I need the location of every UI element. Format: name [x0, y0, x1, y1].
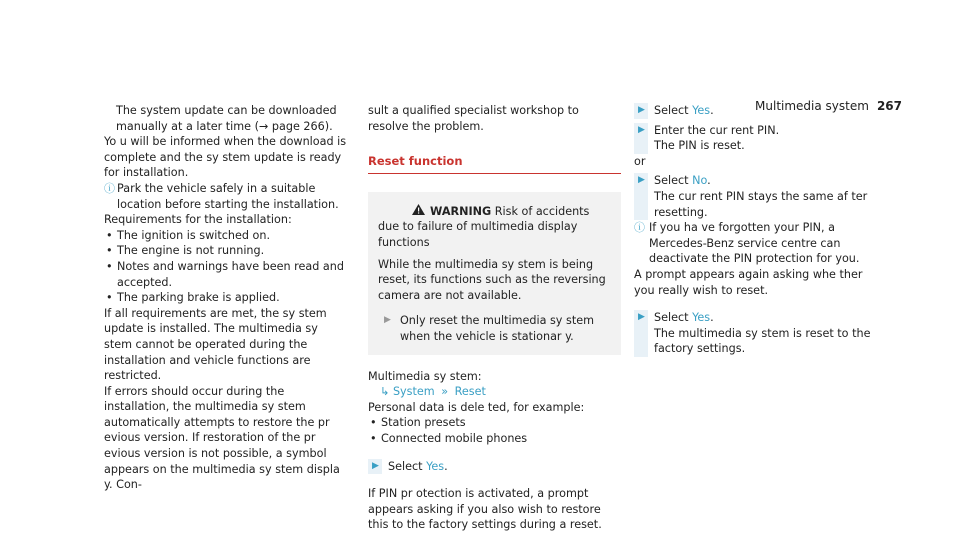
play-arrow-icon: ▶ — [638, 124, 645, 135]
header-section: Multimedia system — [755, 99, 869, 113]
warning-step — [378, 313, 611, 344]
menu-path — [368, 384, 621, 400]
warning-box — [368, 192, 621, 355]
list-item: • The parking brake is applied. — [104, 290, 349, 306]
note-text: Park the vehicle safely in a suitable location before starting the installation. — [117, 181, 339, 211]
warning-title-rest: Risk of accidents due to failure of multimedia display functions — [378, 204, 590, 249]
list-item: • Connected mobile phones — [368, 431, 621, 447]
column-2 — [368, 103, 621, 533]
list-item: • The ignition is switched on. — [104, 228, 349, 244]
paragraph: If all requirements are met, the sy stem update is installed. The multimedia sy stem cannot be operated during the installation and vehicle functions are restricted. — [104, 306, 327, 383]
warning-body: While the multimedia sy stem is being reset, its functions such as the reversing camera are not available. — [378, 257, 606, 302]
or-text: or — [634, 154, 646, 168]
list-item: • Station presets — [368, 415, 621, 431]
option-yes: Yes — [692, 104, 711, 117]
paragraph: Requirements for the installation: — [104, 213, 292, 227]
play-arrow-icon: ▶ — [372, 460, 379, 471]
note — [634, 220, 874, 267]
instruction-step: ▶ Select No. The cur rent PIN stays the same af ter resetting. — [634, 173, 874, 220]
paragraph: Yo u will be informed when the download is complete and the sy stem update is ready for installation. — [104, 135, 347, 180]
instruction-step: ▶ Enter the cur rent PIN. The PIN is reset. — [634, 123, 874, 154]
paragraph: The system update can be downloaded manually at a later time (→ page 266). — [116, 104, 337, 133]
column-1 — [104, 103, 349, 493]
play-arrow-icon: ▶ — [638, 175, 645, 186]
paragraph: sult a qualified specialist workshop to resolve the problem. — [368, 104, 579, 133]
column-3 — [634, 103, 874, 357]
play-arrow-icon: ▶ — [638, 105, 645, 115]
paragraph: If errors should occur during the installation, the multimedia sy stem automatically attempts to restore the pr evious version. If restoration of the pr evious version is not possible, a symbol appears on the multimedia sy stem displa y. Con- — [104, 384, 340, 492]
list-item: • Notes and warnings have been read and accepted. — [104, 259, 349, 290]
instruction-step: ▶ Select Yes. The multimedia sy stem is reset to the factory settings. — [634, 310, 874, 357]
paragraph: Personal data is dele ted, for example: — [368, 400, 585, 414]
double-chevron-icon: » — [441, 385, 449, 399]
option-yes: Yes — [692, 311, 711, 325]
instruction-step: ▶ Select Yes. — [368, 459, 621, 475]
play-arrow-icon: ▶ — [384, 315, 391, 326]
paragraph: A prompt appears again asking whe ther you really wish to reset. — [634, 267, 863, 297]
instruction-step: ▶ Select Yes. — [634, 103, 874, 119]
paragraph: If PIN pr otection is activated, a prompt appears asking if you also wish to restore this to the factory settings during a reset. — [368, 487, 602, 532]
path-reset: Reset — [454, 385, 486, 399]
option-yes: Yes — [426, 459, 445, 473]
play-arrow-icon: ▶ — [638, 312, 645, 323]
warning-triangle-icon — [412, 204, 426, 220]
warning-title: WARNING — [430, 204, 492, 218]
info-icon: ⓘ — [104, 181, 115, 195]
note — [104, 181, 349, 212]
info-icon: ⓘ — [634, 221, 645, 235]
step-text: Only reset the multimedia sy stem when the vehicle is stationar y. — [400, 314, 594, 343]
paragraph: Multimedia sy stem: — [368, 369, 482, 383]
note-text: If you ha ve forgotten your PIN, a Mercedes-Benz service centre can deactivate the PIN protection for you. — [649, 221, 860, 266]
page-number: 267 — [876, 99, 902, 113]
path-system: System — [392, 385, 435, 399]
return-arrow-icon: ↳ — [380, 385, 390, 399]
section-title: Reset function — [368, 154, 621, 174]
option-no: No — [692, 174, 708, 188]
list-item: • The engine is not running. — [104, 243, 349, 259]
